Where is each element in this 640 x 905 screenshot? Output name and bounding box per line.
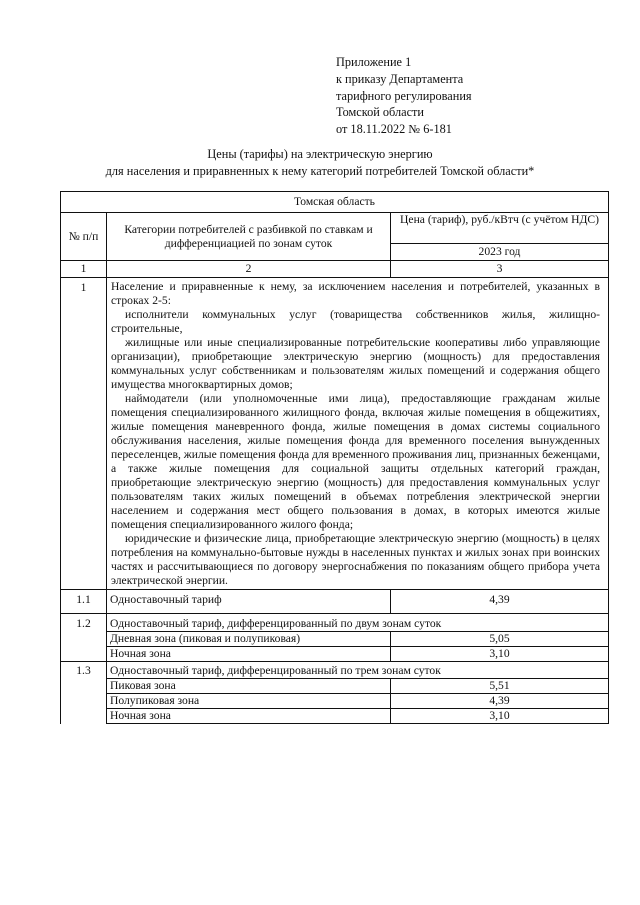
document-title (0, 146, 640, 180)
zone-price: 5,51 (391, 679, 609, 694)
category-header: Категории потребителей с разбивкой по ставкам и дифференциацией по зонам суток (107, 213, 391, 261)
category-paragraph: Население и приравненные к нему, за исключением населения и потребителей, указанных в строках 2-5: (111, 280, 601, 307)
appendix-line: тарифного регулирования (336, 88, 472, 103)
col-number: 2 (107, 261, 391, 278)
col-number: 3 (391, 261, 609, 278)
row-number: 1.1 (61, 590, 107, 614)
year-header: 2023 год (391, 244, 609, 261)
row-number: 1 (61, 278, 107, 590)
zone-label: Ночная зона (107, 647, 391, 662)
category-paragraph: юридические и физические лица, приобретающие электрическую энергию (мощность) в целях потребления на коммунально-бытовые нужды в населенных пунктах и жилых зонах при воинских частях и рассчитывающиеся по договору энергоснабжения по показаниям общего прибора учета электрической энергии. (111, 532, 601, 587)
num-header: № п/п (61, 213, 107, 261)
zone-price: 3,10 (391, 647, 609, 662)
tariff-table (60, 191, 609, 724)
zone-label: Пиковая зона (107, 679, 391, 694)
appendix-line: от 18.11.2022 № 6-181 (336, 122, 452, 137)
empty-cell (61, 709, 107, 724)
zone-price: 5,05 (391, 632, 609, 647)
region-header: Томская область (61, 192, 609, 213)
title-line: для населения и приравненных к нему категорий потребителей Томской области* (105, 163, 535, 178)
title-line: Цены (тарифы) на электрическую энергию (207, 147, 433, 161)
empty-cell (61, 647, 107, 662)
appendix-line: Томской области (336, 105, 424, 120)
empty-cell (61, 632, 107, 647)
tariff-label: Одноставочный тариф, дифференцированный по двум зонам суток (107, 614, 609, 632)
category-paragraph: жилищные или иные специализированные потребительские кооперативы либо управляющие организации), приобретающие электрическую энергию (мощность) для предоставления коммунальных услуг собственникам и пользователям жилых помещений и содержания общего имущества многоквартирных домов; (111, 336, 601, 391)
zone-label: Дневная зона (пиковая и полупиковая) (107, 632, 391, 647)
tariff-label: Одноставочный тариф, дифференцированный по трем зонам суток (107, 662, 609, 679)
zone-price: 3,10 (391, 709, 609, 724)
category-paragraph: наймодатели (или уполномоченные ими лица), предоставляющие гражданам жилые помещения специализированного жилищного фонда, включая жилые помещения в общежитиях, жилые помещения маневренного фонда, жилые помещения в домах системы социального обслуживания населения, жилые помещения фонда для временного поселения вынужденных переселенцев, жилые помещения фонда для временного проживания лиц, признанных беженцами, а также жилые помещения для социальной защиты отдельных категорий граждан, приобретающие электрическую энергию (мощность) для предоставления коммунальных услуг пользователям таких жилых помещений в объемах потребления электрической энергии населением и содержания мест общего пользования в домах, в которых имеются жилые помещения специализированного жилого фонда; (111, 392, 601, 531)
category-description (107, 278, 609, 590)
row-number: 1.3 (61, 662, 107, 679)
appendix-line: Приложение 1 (336, 55, 412, 69)
zone-label: Ночная зона (107, 709, 391, 724)
tariff-label: Одноставочный тариф (107, 590, 391, 614)
tariff-price: 4,39 (391, 590, 609, 614)
category-paragraph: исполнители коммунальных услуг (товарищества собственников жилья, жилищно-строительные, (111, 308, 601, 335)
empty-cell (61, 679, 107, 694)
appendix-header (336, 54, 472, 138)
appendix-line: к приказу Департамента (336, 71, 464, 86)
price-header: Цена (тариф), руб./кВтч (с учётом НДС) (391, 213, 609, 244)
empty-cell (61, 694, 107, 709)
row-number: 1.2 (61, 614, 107, 632)
zone-label: Полупиковая зона (107, 694, 391, 709)
col-number: 1 (61, 261, 107, 278)
zone-price: 4,39 (391, 694, 609, 709)
